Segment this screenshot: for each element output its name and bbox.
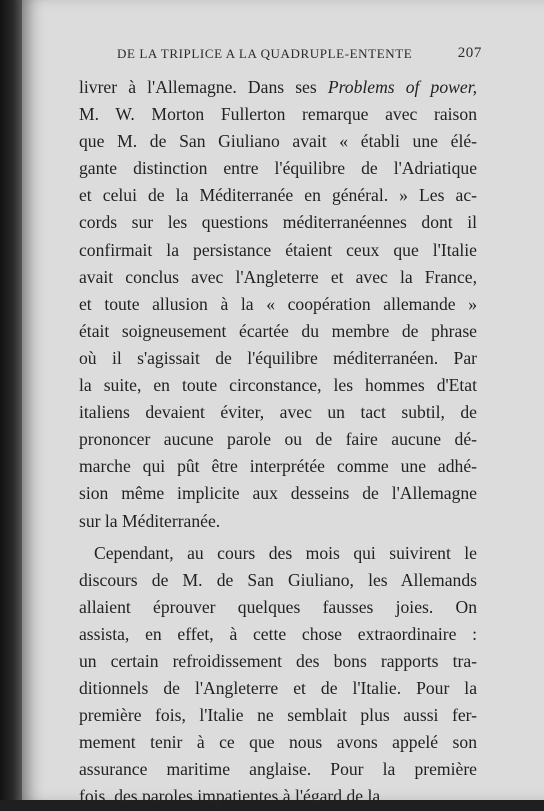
text-line: fois, des paroles impatientes à l'égard de la — [79, 786, 381, 807]
text-line: et toute allusion à la « coopération allemande » — [79, 293, 477, 314]
text-line: un certain refroidissement des bons rapports tra- — [79, 650, 477, 671]
book-page — [22, 0, 544, 807]
text-line: marche qui pût être interprétée comme une adhé- — [79, 456, 477, 477]
text-line: première fois, l'Italie ne semblait plus aussi fer- — [79, 705, 477, 726]
book-gutter — [0, 0, 22, 800]
text-line: confirmait la persistance étaient ceux que l'Italie — [79, 239, 477, 260]
page-number: 207 — [457, 45, 482, 61]
paragraph-1 — [79, 101, 477, 535]
text-line — [79, 74, 477, 101]
text-line: gante distinction entre l'équilibre de l'Adriatique — [79, 158, 477, 179]
text-line: sur la Méditerranée. — [79, 510, 221, 531]
text-line: était soigneusement écartée du membre de phrase — [79, 320, 477, 341]
text-line: sion même implicite aux desseins de l'Allemagne — [79, 483, 477, 504]
text-line: allaient éprouver quelques fausses joies. On — [79, 596, 477, 617]
text-line: et celui de la Méditerranée en général. » Les ac- — [79, 185, 477, 206]
text-line: Cependant, au cours des mois qui suivirent le — [94, 542, 477, 563]
text-line: la suite, en toute circonstance, les hommes d'Etat — [79, 375, 477, 396]
text-line: prononcer aucune parole ou de faire aucune dé- — [79, 429, 477, 450]
running-head-title: DE LA TRIPLICE A LA QUADRUPLE-ENTENTE — [117, 46, 413, 61]
book-title-italic: Problems of power, — [327, 77, 477, 97]
text-line: mement tenir à ce que nous avons appelé son — [79, 732, 477, 753]
page-body — [79, 74, 477, 811]
text-line: italiens devaient éviter, avec un tact subtil, de — [79, 402, 477, 423]
paragraph-2 — [79, 540, 477, 811]
text-line: que M. de San Giuliano avait « établi une élé- — [79, 131, 477, 152]
text-line: avait conclus avec l'Angleterre et avec la France, — [79, 266, 477, 287]
text-line: M. W. Morton Fullerton remarque avec raison — [79, 104, 477, 125]
text-line: discours de M. de San Giuliano, les Allemands — [79, 569, 477, 590]
text-line: assurance maritime anglaise. Pour la première — [79, 759, 477, 780]
text-line-roman: livrer à l'Allemagne. Dans ses — [79, 77, 317, 97]
text-line: cords sur les questions méditerranéennes dont il — [79, 212, 477, 233]
text-line: assista, en effet, à cette chose extraordinaire : — [79, 623, 477, 644]
text-line: ditionnels de l'Angleterre et de l'Italie. Pour la — [79, 678, 477, 699]
text-line: où il s'agissait de l'équilibre méditerranéen. Par — [79, 347, 477, 368]
